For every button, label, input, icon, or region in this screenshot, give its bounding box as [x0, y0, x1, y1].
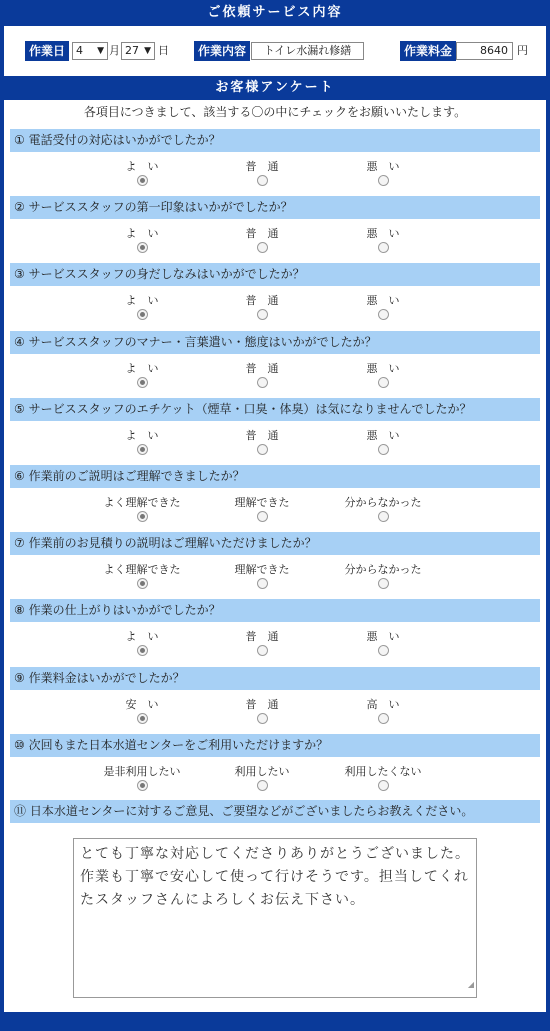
- radio-button[interactable]: [378, 645, 389, 656]
- question-1: ① 電話受付の対応はいかがでしたか？: [10, 129, 540, 152]
- radio-button[interactable]: [137, 175, 148, 186]
- radio-button[interactable]: [257, 242, 268, 253]
- radio-button[interactable]: [378, 780, 389, 791]
- question-9-option-3[interactable]: [323, 698, 443, 727]
- question-9-option-2[interactable]: [202, 698, 322, 727]
- radio-button[interactable]: [257, 175, 268, 186]
- radio-button[interactable]: [378, 578, 389, 589]
- radio-button[interactable]: [378, 713, 389, 724]
- radio-button[interactable]: [257, 578, 268, 589]
- option-label: 理解できた: [234, 563, 290, 576]
- day-select[interactable]: [121, 42, 155, 60]
- question-8-option-3[interactable]: [323, 630, 443, 659]
- radio-button[interactable]: [137, 511, 148, 522]
- radio-button[interactable]: [378, 444, 389, 455]
- question-3: ③ サービススタッフの身だしなみはいかがでしたか？: [10, 263, 540, 286]
- comment-text: とても丁寧な対応してくださりありがとうございました。作業も丁寧で安心して使って行けそうです。担当してくれたスタッフさんによろしくお伝え下さい。: [80, 846, 470, 908]
- radio-button[interactable]: [257, 444, 268, 455]
- option-label: 利用したい: [234, 765, 290, 778]
- question-4-option-1[interactable]: [82, 362, 202, 391]
- service-header: ご依頼サービス内容: [0, 0, 550, 26]
- question-1-option-1[interactable]: [82, 160, 202, 189]
- question-6-option-3[interactable]: [323, 496, 443, 525]
- question-3-option-2[interactable]: [202, 294, 322, 323]
- option-label: よ い: [125, 429, 159, 442]
- option-label: 普 通: [245, 160, 279, 173]
- survey-header: お客様アンケート: [0, 76, 550, 100]
- question-5: ⑤ サービススタッフのエチケット（煙草・口臭・体臭）は気になりませんでしたか？: [10, 398, 540, 421]
- comment-textarea[interactable]: [73, 838, 477, 998]
- day-unit: 日: [158, 44, 169, 57]
- fee-unit: 円: [517, 44, 528, 57]
- radio-button[interactable]: [378, 511, 389, 522]
- option-label: 分からなかった: [344, 496, 422, 509]
- option-label: 悪 い: [366, 227, 400, 240]
- question-7-option-2[interactable]: [202, 563, 322, 592]
- question-3-option-1[interactable]: [82, 294, 202, 323]
- chevron-down-icon: ▼: [97, 46, 104, 56]
- radio-button[interactable]: [137, 444, 148, 455]
- question-4-option-3[interactable]: [323, 362, 443, 391]
- question-9-option-1[interactable]: [82, 698, 202, 727]
- radio-button[interactable]: [378, 309, 389, 320]
- option-label: 普 通: [245, 698, 279, 711]
- service-details: [4, 26, 546, 76]
- option-label: よ い: [125, 160, 159, 173]
- radio-button[interactable]: [378, 242, 389, 253]
- question-10-option-3[interactable]: [323, 765, 443, 794]
- question-2-option-1[interactable]: [82, 227, 202, 256]
- radio-button[interactable]: [257, 309, 268, 320]
- question-7-option-1[interactable]: [82, 563, 202, 592]
- radio-button[interactable]: [257, 713, 268, 724]
- option-label: 普 通: [245, 227, 279, 240]
- work-fee-label: 作業料金: [400, 41, 456, 61]
- option-label: 悪 い: [366, 429, 400, 442]
- option-label: 利用したくない: [344, 765, 422, 778]
- radio-button[interactable]: [257, 645, 268, 656]
- month-unit: 月: [109, 44, 120, 57]
- chevron-down-icon: ▼: [144, 46, 151, 56]
- question-6: ⑥ 作業前のご説明はご理解できましたか？: [10, 465, 540, 488]
- question-7-option-3[interactable]: [323, 563, 443, 592]
- option-label: 普 通: [245, 294, 279, 307]
- option-label: 普 通: [245, 429, 279, 442]
- question-1-option-2[interactable]: [202, 160, 322, 189]
- option-label: 悪 い: [366, 630, 400, 643]
- option-label: 悪 い: [366, 362, 400, 375]
- question-10-option-1[interactable]: [82, 765, 202, 794]
- radio-button[interactable]: [137, 377, 148, 388]
- question-2-option-2[interactable]: [202, 227, 322, 256]
- option-label: よ い: [125, 294, 159, 307]
- option-label: よ い: [125, 362, 159, 375]
- month-select[interactable]: [72, 42, 108, 60]
- question-9: ⑨ 作業料金はいかがでしたか？: [10, 667, 540, 690]
- option-label: 是非利用したい: [103, 765, 181, 778]
- question-5-option-1[interactable]: [82, 429, 202, 458]
- radio-button[interactable]: [137, 578, 148, 589]
- question-7: ⑦ 作業前のお見積りの説明はご理解いただけましたか？: [10, 532, 540, 555]
- option-label: 理解できた: [234, 496, 290, 509]
- question-5-option-3[interactable]: [323, 429, 443, 458]
- radio-button[interactable]: [137, 309, 148, 320]
- question-5-option-2[interactable]: [202, 429, 322, 458]
- question-2-option-3[interactable]: [323, 227, 443, 256]
- option-label: よ い: [125, 630, 159, 643]
- radio-button[interactable]: [257, 377, 268, 388]
- question-3-option-3[interactable]: [323, 294, 443, 323]
- option-label: よ い: [125, 227, 159, 240]
- question-2: ② サービススタッフの第一印象はいかがでしたか？: [10, 196, 540, 219]
- question-1-option-3[interactable]: [323, 160, 443, 189]
- radio-button[interactable]: [137, 645, 148, 656]
- question-8-option-1[interactable]: [82, 630, 202, 659]
- option-label: 分からなかった: [344, 563, 422, 576]
- option-label: 安 い: [125, 698, 159, 711]
- question-8: ⑧ 作業の仕上がりはいかがでしたか？: [10, 599, 540, 622]
- radio-button[interactable]: [257, 511, 268, 522]
- survey-instructions: 各項目につきまして、該当する〇の中にチェックをお願いいたします。: [83, 105, 467, 119]
- radio-button[interactable]: [137, 780, 148, 791]
- work-content-field[interactable]: トイレ水漏れ修繕: [251, 42, 364, 60]
- question-10-option-2[interactable]: [202, 765, 322, 794]
- work-date-label: 作業日: [25, 41, 69, 61]
- radio-button[interactable]: [378, 175, 389, 186]
- radio-button[interactable]: [137, 713, 148, 724]
- question-4-option-2[interactable]: [202, 362, 322, 391]
- work-content-label: 作業内容: [194, 41, 250, 61]
- day-value: 27: [125, 44, 139, 57]
- option-label: 普 通: [245, 630, 279, 643]
- radio-button[interactable]: [257, 780, 268, 791]
- option-label: よく理解できた: [103, 496, 181, 509]
- radio-button[interactable]: [378, 377, 389, 388]
- question-8-option-2[interactable]: [202, 630, 322, 659]
- question-10: ⑩ 次回もまた日本水道センターをご利用いただけますか？: [10, 734, 540, 757]
- option-label: 高 い: [366, 698, 400, 711]
- option-label: よく理解できた: [103, 563, 181, 576]
- footer-bar: [0, 1012, 550, 1031]
- work-fee-field[interactable]: 8640: [456, 42, 513, 60]
- question-4: ④ サービススタッフのマナー・言葉遣い・態度はいかがでしたか？: [10, 331, 540, 354]
- option-label: 普 通: [245, 362, 279, 375]
- question-6-option-2[interactable]: [202, 496, 322, 525]
- question-feedback: ⑪ 日本水道センターに対するご意見、ご要望などがございましたらお教えください。: [10, 800, 540, 823]
- option-label: 悪 い: [366, 294, 400, 307]
- month-value: 4: [76, 44, 83, 57]
- radio-button[interactable]: [137, 242, 148, 253]
- option-label: 悪 い: [366, 160, 400, 173]
- question-6-option-1[interactable]: [82, 496, 202, 525]
- resize-handle-icon[interactable]: ◢: [467, 980, 475, 989]
